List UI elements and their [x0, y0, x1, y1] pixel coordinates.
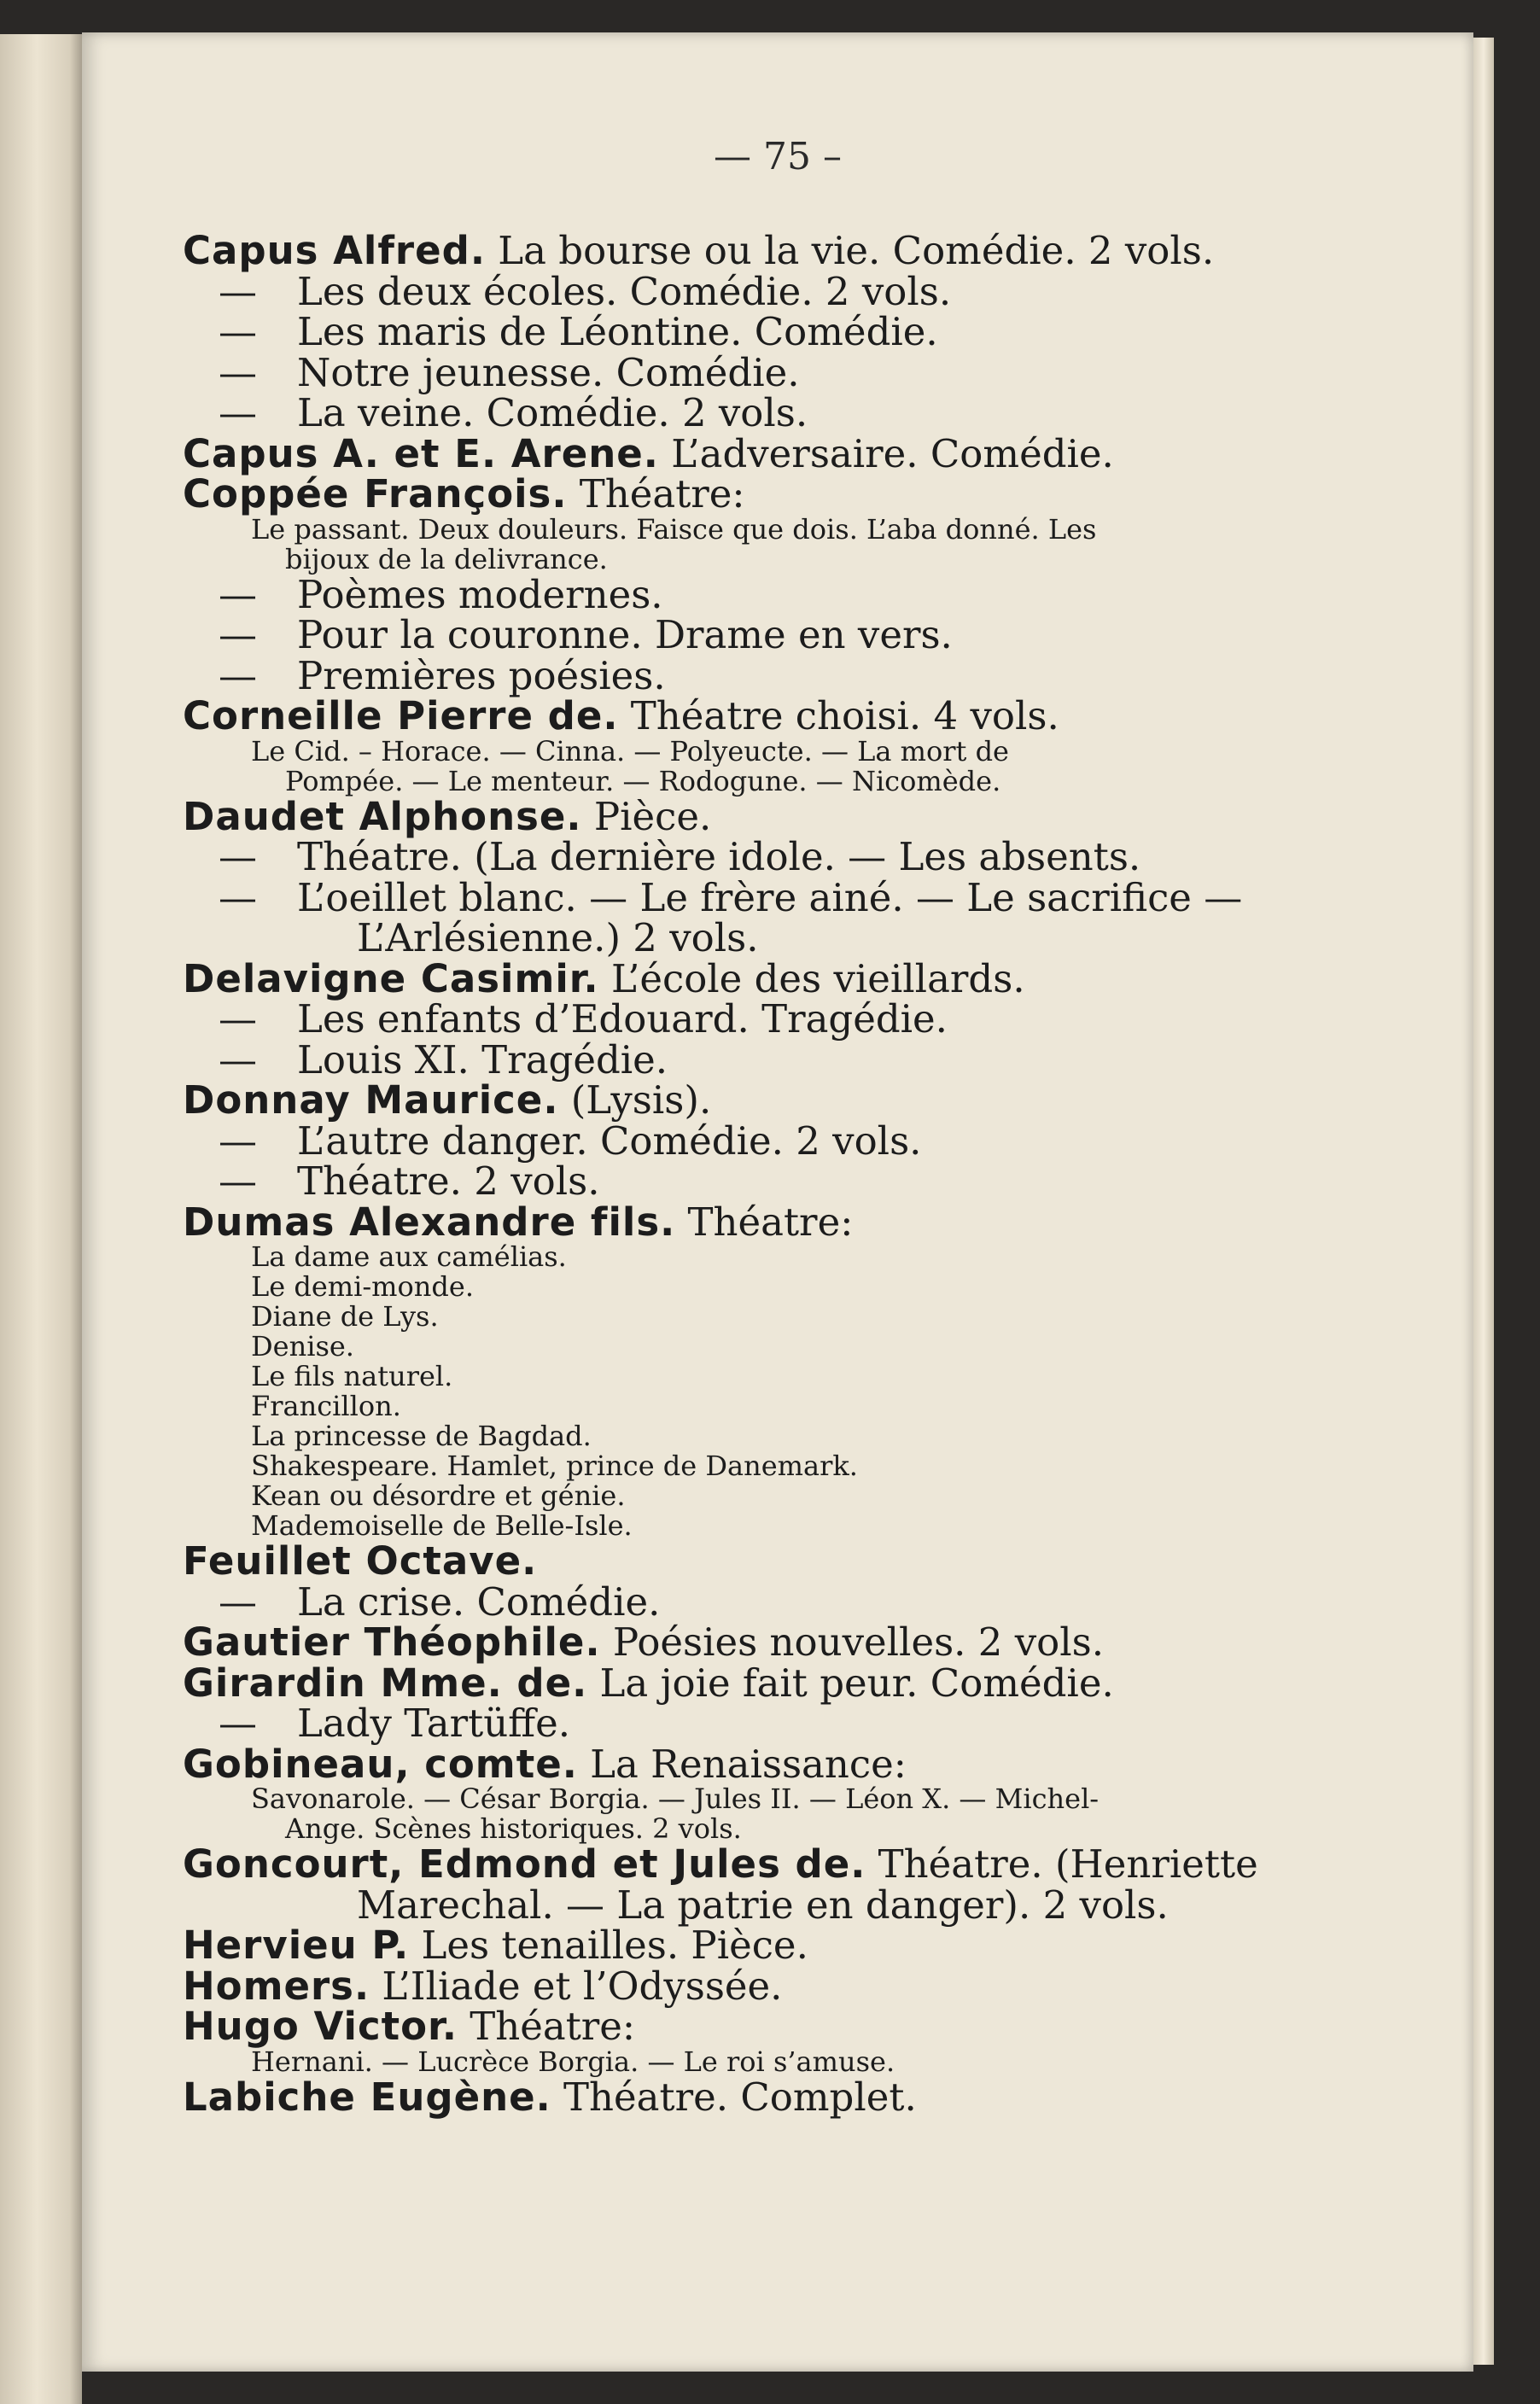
entry-title: Théatre. 2 vols.	[297, 1158, 600, 1204]
author-name: Coppée François.	[183, 471, 568, 516]
ditto-dash: —	[219, 349, 257, 395]
author-entry	[183, 693, 1369, 738]
ditto-entry	[183, 612, 1369, 657]
ditto-entry	[183, 1158, 1369, 1204]
ditto-dash: —	[219, 571, 257, 617]
author-entry	[183, 793, 1369, 839]
entry-contents: Le Cid. – Horace. — Cinna. — Polyeucte. — La mort de	[251, 734, 1009, 767]
entry-contents: Pompée. — Le menteur. — Rodogune. — Nicomède.	[285, 764, 1001, 797]
ditto-dash: —	[219, 390, 257, 435]
entry-title: Poèmes modernes.	[297, 571, 663, 617]
ditto-dash: —	[219, 652, 257, 698]
ditto-dash: —	[219, 874, 257, 920]
ditto-entry	[183, 874, 1369, 920]
entry-title: Théatre. (La dernière idole. — Les absents.	[297, 834, 1141, 879]
author-name: Daudet Alphonse.	[183, 793, 582, 839]
ditto-dash: —	[219, 612, 257, 657]
entry-title: La Renaissance:	[590, 1741, 907, 1787]
author-name: Dumas Alexandre fils.	[183, 1199, 676, 1245]
author-entry	[183, 1538, 1369, 1584]
ditto-entry	[183, 1703, 1369, 1744]
ditto-entry	[183, 309, 1369, 354]
ditto-entry	[183, 390, 1369, 435]
entry-continuation: Marechal. — La patrie en danger). 2 vols.	[357, 1882, 1169, 1928]
entry-contents: bijoux de la delivrance.	[285, 542, 608, 575]
entry-contents: La dame aux camélias.	[251, 1240, 567, 1273]
entry-title: Théatre:	[470, 2004, 636, 2049]
author-name: Gobineau, comte.	[183, 1741, 578, 1787]
entry-continuation: L’Arlésienne.) 2 vols.	[357, 915, 759, 960]
entry-title: Louis XI. Tragédie.	[297, 1036, 668, 1082]
ditto-entry	[183, 834, 1369, 879]
ditto-entry	[183, 996, 1369, 1042]
author-entry	[183, 471, 1369, 516]
ditto-dash: —	[219, 1117, 257, 1164]
catalog-entries	[183, 228, 1369, 2120]
author-entry	[183, 1841, 1369, 1887]
entry-title: La bourse ou la vie. Comédie. 2 vols.	[498, 228, 1215, 273]
author-entry	[183, 1741, 1369, 1787]
entry-title: L’oeillet blanc. — Le frère ainé. — Le sacrifice —	[297, 874, 1243, 920]
ditto-entry	[183, 652, 1369, 698]
ditto-entry	[183, 1578, 1369, 1625]
ditto-entry	[183, 268, 1369, 314]
entry-contents: Diane de Lys.	[251, 1300, 439, 1333]
entry-title: Théatre:	[687, 1199, 854, 1245]
entry-contents: Le passant. Deux douleurs. Faisce que dois. L’aba donné. Les	[251, 512, 1097, 546]
entry-contents: Savonarole. — César Borgia. — Jules II. — Léon X. — Michel-	[251, 1783, 1100, 1815]
author-entry	[183, 2074, 1369, 2120]
ditto-dash: —	[219, 309, 257, 354]
entry-title: Théatre choisi. 4 vols.	[630, 693, 1059, 738]
entry-title: Théatre:	[579, 471, 745, 516]
author-entry	[183, 230, 1369, 271]
author-entry	[183, 1963, 1369, 2009]
author-entry	[183, 430, 1369, 476]
entry-title: Lady Tartüffe.	[297, 1701, 571, 1746]
entry-contents: Denise.	[251, 1330, 354, 1362]
entry-title: Les deux écoles. Comédie. 2 vols.	[297, 268, 952, 314]
author-name: Gautier Théophile.	[183, 1619, 601, 1665]
author-name: Corneille Pierre de.	[183, 693, 619, 738]
entry-title: La joie fait peur. Comédie.	[599, 1660, 1114, 1706]
author-name: Feuillet Octave.	[183, 1538, 538, 1584]
entry-title: Les enfants d’Edouard. Tragédie.	[297, 996, 948, 1042]
entry-title: Poésies nouvelles. 2 vols.	[612, 1619, 1105, 1665]
ditto-entry	[183, 1036, 1369, 1082]
ditto-dash: —	[219, 996, 257, 1042]
entry-title: Théatre. (Henriette	[878, 1841, 1258, 1887]
ditto-dash: —	[219, 268, 257, 314]
author-name: Hervieu P.	[183, 1923, 410, 1968]
ditto-dash: —	[219, 1036, 257, 1082]
entry-contents: Hernani. — Lucrèce Borgia. — Le roi s’amuse.	[251, 2045, 895, 2078]
entry-title: Les tenailles. Pièce.	[421, 1923, 808, 1968]
page-number: — 75 –	[714, 135, 842, 178]
ditto-entry	[183, 571, 1369, 617]
author-name: Donnay Maurice.	[183, 1077, 559, 1123]
ditto-dash: —	[219, 1578, 257, 1625]
author-name: Goncourt, Edmond et Jules de.	[183, 1841, 866, 1887]
author-name: Homers.	[183, 1963, 370, 2009]
entry-title: Notre jeunesse. Comédie.	[297, 349, 800, 395]
left-page-edge	[0, 34, 82, 2404]
ditto-entry	[183, 349, 1369, 395]
author-name: Delavigne Casimir.	[183, 955, 599, 1001]
entry-contents: Le fils naturel.	[251, 1360, 453, 1392]
ditto-dash: —	[219, 1158, 257, 1204]
entry-title: La crise. Comédie.	[297, 1578, 661, 1625]
entry-title: (Lysis).	[570, 1077, 712, 1123]
entry-contents: Kean ou désordre et génie.	[251, 1479, 626, 1512]
entry-title: Théatre. Complet.	[563, 2074, 917, 2120]
author-name: Capus Alfred.	[183, 228, 486, 273]
author-name: Hugo Victor.	[183, 2004, 458, 2049]
entry-contents: Shakespeare. Hamlet, prince de Danemark.	[251, 1450, 858, 1482]
author-name: Capus A. et E. Arene.	[183, 430, 659, 476]
author-name: Labiche Eugène.	[183, 2074, 551, 2120]
right-page-edge	[1473, 38, 1494, 2365]
entry-title: Pour la couronne. Drame en vers.	[297, 612, 953, 657]
book-page	[82, 32, 1473, 2372]
entry-title: L’autre danger. Comédie. 2 vols.	[297, 1117, 922, 1164]
author-entry	[183, 2006, 1369, 2047]
author-entry	[183, 1619, 1369, 1665]
entry-contents: Mademoiselle de Belle-Isle.	[251, 1509, 633, 1542]
author-entry	[183, 1077, 1369, 1123]
entry-title: La veine. Comédie. 2 vols.	[297, 390, 808, 435]
entry-contents: Francillon.	[251, 1390, 401, 1422]
entry-contents: Le demi-monde.	[251, 1270, 474, 1303]
ditto-dash: —	[219, 834, 257, 879]
author-entry	[183, 955, 1369, 1001]
entry-contents: La princesse de Bagdad.	[251, 1420, 592, 1452]
entry-title: Les maris de Léontine. Comédie.	[297, 309, 938, 354]
entry-contents: Ange. Scènes historiques. 2 vols.	[285, 1812, 742, 1845]
entry-title: L’Iliade et l’Odyssée.	[382, 1963, 783, 2009]
ditto-dash: —	[219, 1701, 257, 1746]
entry-title: L’école des vieillards.	[610, 955, 1025, 1001]
entry-title: Pièce.	[593, 793, 712, 839]
entry-title: Premières poésies.	[297, 652, 666, 698]
author-entry	[183, 1660, 1369, 1706]
author-entry	[183, 1199, 1369, 1245]
ditto-entry	[183, 1117, 1369, 1164]
author-entry	[183, 1925, 1369, 1966]
author-name: Girardin Mme. de.	[183, 1660, 588, 1706]
entry-title: L’adversaire. Comédie.	[671, 430, 1114, 476]
